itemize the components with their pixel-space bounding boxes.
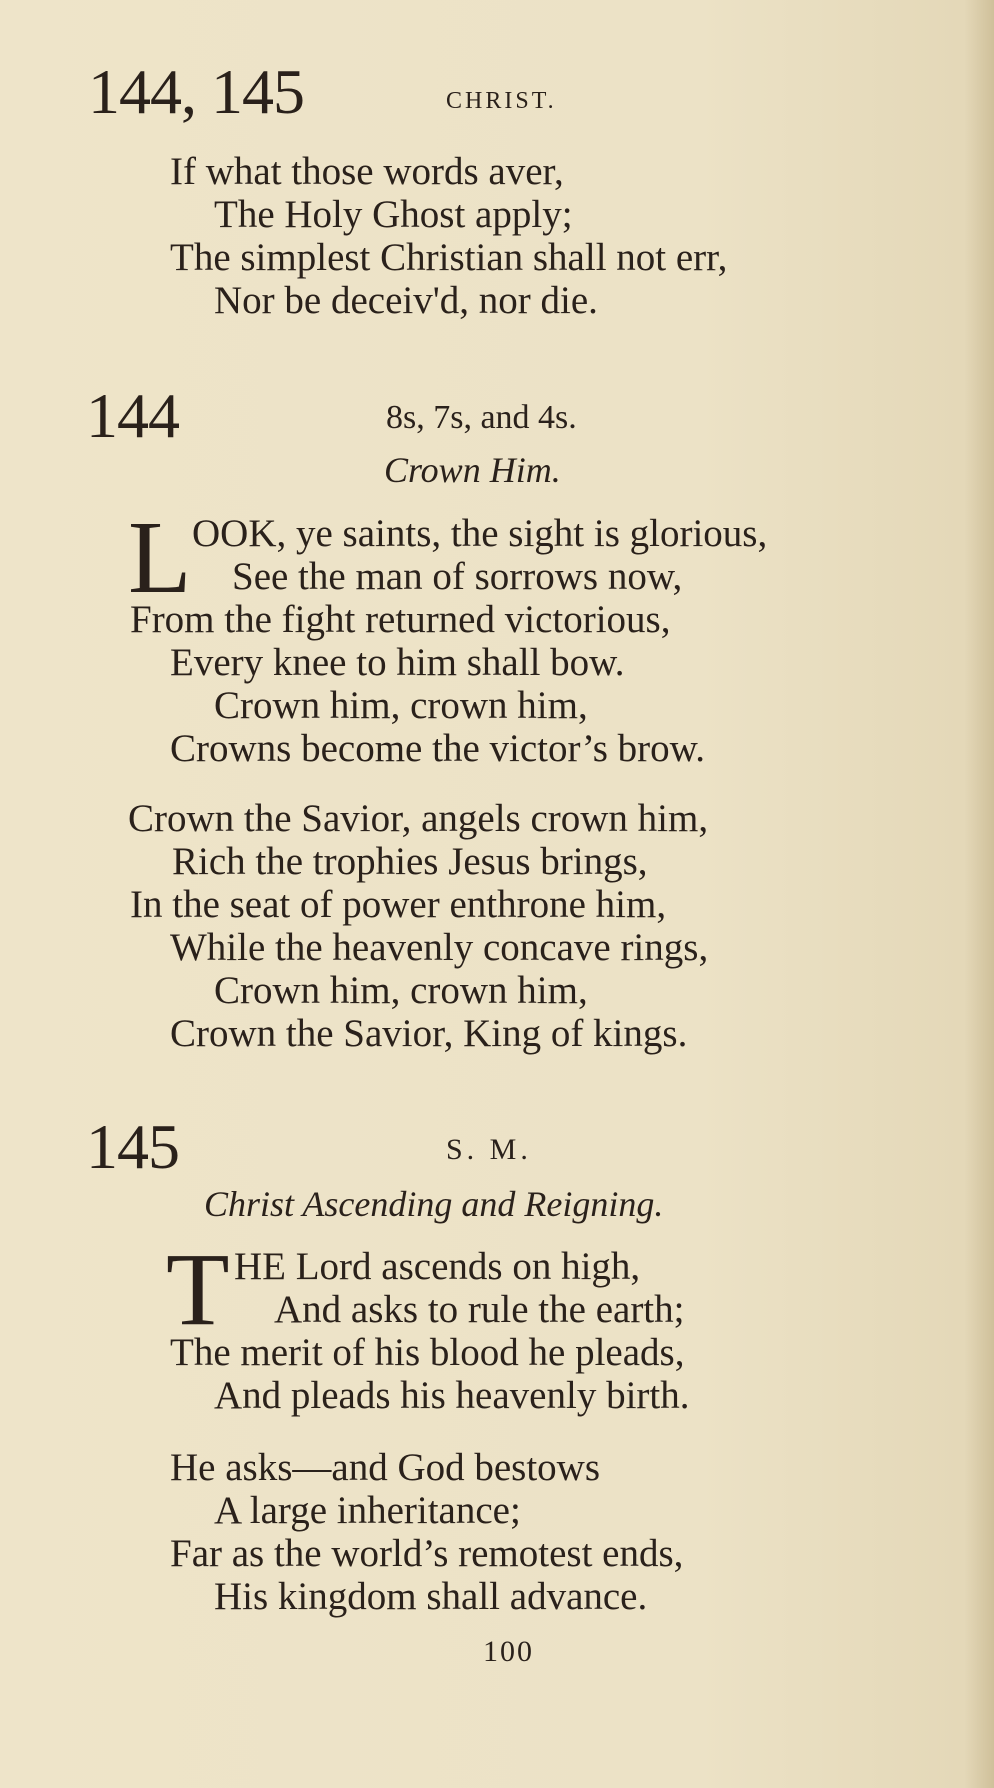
hymn-number: 144 (86, 380, 179, 451)
verse-line: OOK, ye saints, the sight is glorious, (192, 512, 768, 555)
verse-line: Rich the trophies Jesus brings, (172, 840, 648, 883)
verse-line: See the man of sorrows now, (232, 555, 683, 598)
verse-line: His kingdom shall advance. (214, 1575, 648, 1618)
verse-line: Crown him, crown him, (214, 684, 588, 727)
verse-line: And asks to rule the earth; (274, 1288, 685, 1331)
hymn-meter: 8s, 7s, and 4s. (386, 399, 577, 436)
verse-line: A large inheritance; (214, 1489, 521, 1532)
hymn-title: Crown Him. (384, 450, 561, 490)
drop-cap: T (166, 1232, 230, 1347)
verse-line: Crown the Savior, King of kings. (170, 1012, 688, 1055)
hymn-meter: S. M. (446, 1133, 532, 1166)
page-hymn-numbers: 144, 145 (88, 56, 304, 127)
verse-line: Crown the Savior, angels crown him, (128, 797, 709, 840)
drop-cap: L (128, 500, 192, 615)
verse-line: The simplest Christian shall not err, (170, 236, 728, 279)
verse-line: Crown him, crown him, (214, 969, 588, 1012)
verse-line: While the heavenly concave rings, (170, 926, 709, 969)
verse-line: If what those words aver, (170, 150, 564, 193)
hymn-title: Christ Ascending and Reigning. (204, 1184, 664, 1224)
verse-line: Crowns become the victor’s brow. (170, 727, 706, 770)
verse-line: The merit of his blood he pleads, (170, 1331, 685, 1374)
verse-line: And pleads his heavenly birth. (214, 1374, 690, 1417)
verse-line: Far as the world’s remotest ends, (170, 1532, 684, 1575)
page-number: 100 (483, 1635, 534, 1668)
verse-line: Nor be deceiv'd, nor die. (214, 279, 598, 322)
verse-line: The Holy Ghost apply; (214, 193, 573, 236)
verse-line: Every knee to him shall bow. (170, 641, 625, 684)
hymn-number: 145 (86, 1111, 179, 1182)
verse-line: From the fight returned victorious, (130, 598, 671, 641)
verse-line: He asks—and God bestows (170, 1446, 601, 1489)
running-title: CHRIST. (446, 88, 557, 114)
verse-line: In the seat of power enthrone him, (130, 883, 667, 926)
verse-line: HE Lord ascends on high, (234, 1245, 641, 1288)
